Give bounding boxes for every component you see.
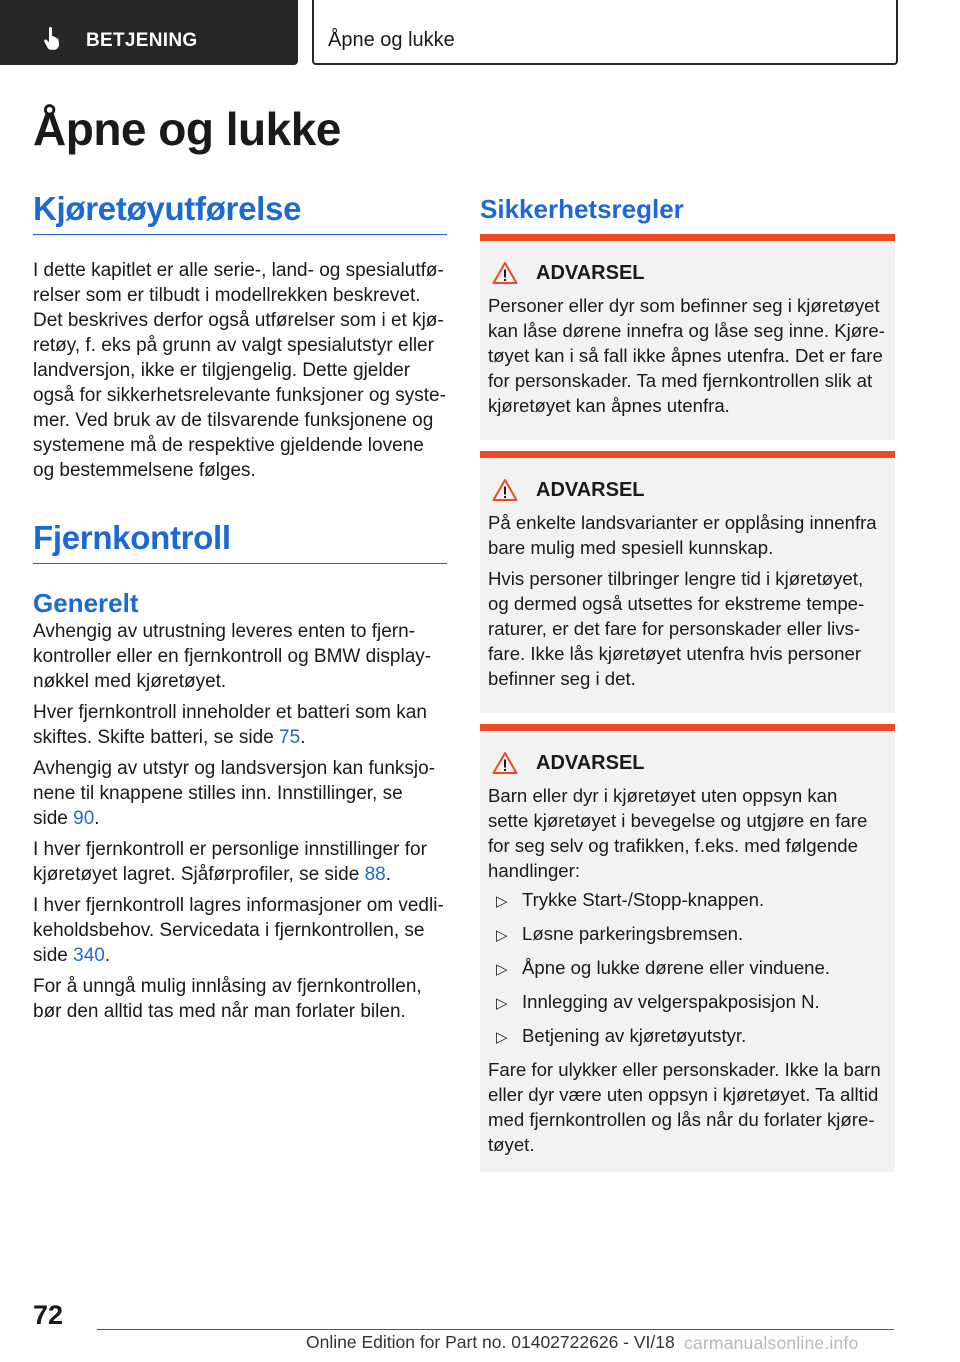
warning-text: På enkelte landsvarianter er opplåsing innenfra bare mulig med spesiell kunnskap.	[488, 512, 877, 558]
warning-header	[488, 749, 887, 777]
paragraph-generelt-2: Hver fjernkontroll inneholder et batteri som kan skiftes. Skifte batteri, se side 75.	[33, 702, 427, 748]
header-section-tab	[0, 0, 298, 65]
warning-box-3	[480, 724, 895, 1172]
footer-divider	[97, 1329, 894, 1330]
warning-text: Hvis personer tilbringer lengre tid i kjøretøyet, og dermed også utsettes for ekstreme tempe- raturer, er det fare for personskader eller livs- fare. Ikke lås kjøretøyet utenfra hvis personer befinner seg i det.	[488, 568, 865, 689]
warning-label: ADVARSEL	[536, 751, 645, 774]
heading-sikkerhetsregler: Sikkerhetsregler	[480, 194, 684, 224]
warning-box-2	[480, 451, 895, 713]
warning-header	[488, 259, 887, 287]
page-link-75[interactable]: 75	[279, 727, 301, 748]
warning-box-1	[480, 234, 895, 440]
warning-text: Personer eller dyr som befinner seg i kjøretøyet kan låse dørene innefra og låse seg inne. Kjøre- tøyet kan i så fall ikke åpnes utenfra. Det er fare for personskader. Ta med fjernkontrollen slik at kjøretøyet kan åpnes utenfra.	[488, 295, 885, 416]
paragraph-generelt-6: For å unngå mulig innlåsing av fjernkontrollen, bør den alltid tas med når man forlater bilen.	[33, 976, 422, 1022]
paragraph-generelt-4: I hver fjernkontroll er personlige innstillinger for kjøretøyet lagret. Sjåførprofiler, se side 88.	[33, 839, 427, 885]
watermark: carmanualsonline.info	[684, 1333, 859, 1353]
paragraph-generelt-5: I hver fjernkontroll lagres informasjoner om vedli- keholdsbehov. Servicedata i fjernkontrollen, se side 340.	[33, 895, 444, 966]
paragraph-generelt-1: Avhengig av utrustning leveres enten to fjern- kontroller eller en fjernkontroll og BMW display- nøkkel med kjøretøyet.	[33, 621, 432, 692]
warning-text: Fare for ulykker eller personskader. Ikke la barn eller dyr være uten oppsyn i kjøretøyet. Ta alltid med fjernkontrollen og lås når du forlater kjøre- tøyet.	[488, 1059, 881, 1155]
warning-label: ADVARSEL	[536, 261, 645, 284]
heading-fjernkontroll: Fjernkontroll	[33, 519, 447, 564]
warning-triangle-icon	[492, 478, 518, 502]
hand-pointer-icon	[40, 26, 64, 50]
triangle-bullet-icon: ▷	[496, 927, 508, 944]
subheading-generelt: Generelt	[33, 588, 139, 618]
warning-text: Barn eller dyr i kjøretøyet uten oppsyn kan sette kjøretøyet i bevegelse og utgjøre en fare for seg selv og trafikken, f.eks. med følgende handlinger:	[488, 785, 868, 881]
warning-label: ADVARSEL	[536, 478, 645, 501]
header-chapter-tab	[312, 0, 898, 65]
header-chapter-label: Åpne og lukke	[328, 29, 455, 51]
page-number: 72	[33, 1300, 64, 1330]
warning-bullet-list	[488, 887, 887, 1050]
list-item: ▷ Betjening av kjøretøyutstyr.	[488, 1023, 887, 1050]
page-link-340[interactable]: 340	[73, 945, 105, 966]
triangle-bullet-icon: ▷	[496, 893, 508, 910]
page-link-88[interactable]: 88	[364, 864, 386, 885]
page-title: Åpne og lukke	[33, 103, 341, 155]
list-item: ▷ Trykke Start-/Stopp-knappen.	[488, 887, 887, 914]
paragraph-kjoretoyutforelse: I dette kapitlet er alle serie-, land- og spesialutfø- relser som er tilbudt i modellrekken beskrevet. Det beskrives derfor også utførelser som i et kjø- retøy, f. eks på grunn av valgt spesialutstyr eller landversjon, ikke er tilgjengelig. Dette gjelder også for sikkerhetsrelevante funksjoner og syste- mer. Ved bruk av de tilsvarende funksjonene og systemene må de respektive gjeldende lovene og bestemmelsene følges.	[33, 260, 446, 481]
triangle-bullet-icon: ▷	[496, 1029, 508, 1046]
warning-triangle-icon	[492, 751, 518, 775]
paragraph-generelt-3: Avhengig av utstyr og landsversjon kan funksjo- nene til knappene stilles inn. Innstillinger, se side 90.	[33, 758, 436, 829]
header-section-label: BETJENING	[86, 30, 198, 51]
list-item: ▷ Løsne parkeringsbremsen.	[488, 921, 887, 948]
warning-header	[488, 476, 887, 504]
list-item: ▷ Åpne og lukke dørene eller vinduene.	[488, 955, 887, 982]
footer-edition-text: Online Edition for Part no. 01402722626 - VI/18	[306, 1332, 675, 1352]
list-item: ▷ Innlegging av velgerspakposisjon N.	[488, 989, 887, 1016]
triangle-bullet-icon: ▷	[496, 995, 508, 1012]
warning-triangle-icon	[492, 261, 518, 285]
left-column	[33, 190, 447, 1024]
heading-kjoretoyutforelse: Kjøretøyutførelse	[33, 190, 447, 235]
page-link-90[interactable]: 90	[73, 808, 95, 829]
triangle-bullet-icon: ▷	[496, 961, 508, 978]
